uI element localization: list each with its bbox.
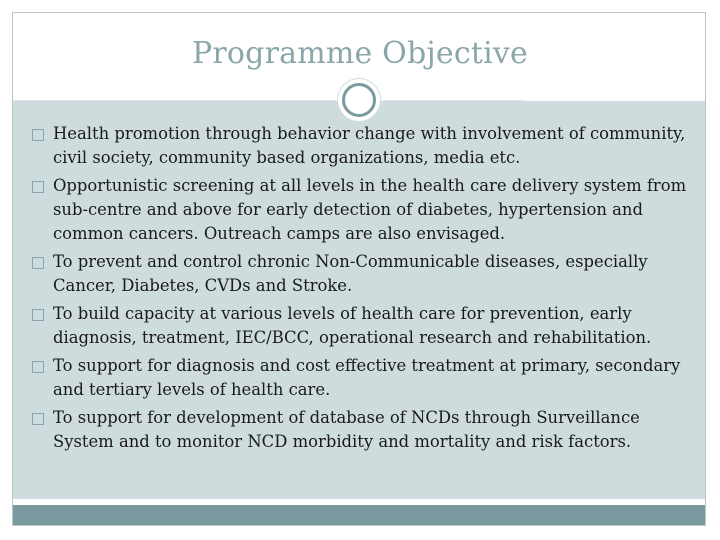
objective-item [32, 406, 692, 454]
objective-item [32, 354, 692, 402]
objective-item [32, 250, 692, 298]
square-bullet-icon [32, 361, 44, 373]
objective-text: To support for diagnosis and cost effective treatment at primary, secondary and tertiary levels of health care. [53, 356, 681, 399]
title-divider-left [13, 100, 336, 101]
objective-text: Opportunistic screening at all levels in the health care delivery system from sub-centre and above for early detection of diabetes, hypertension and common cancers. Outreach camps are also envisaged. [53, 176, 687, 243]
objective-text: Health promotion through behavior change with involvement of community, civil society, community based organizations, media etc. [53, 124, 686, 167]
objective-list [32, 122, 692, 458]
title-divider-right [383, 100, 525, 101]
objective-item [32, 174, 692, 246]
square-bullet-icon [32, 257, 44, 269]
square-bullet-icon [32, 413, 44, 425]
footer-bar [13, 505, 705, 525]
circle-ornament-icon [337, 78, 381, 122]
objective-text: To support for development of database of NCDs through Surveillance System and to monitor NCD morbidity and mortality and risk factors. [53, 408, 640, 451]
objective-text: To build capacity at various levels of health care for prevention, early diagnosis, treatment, IEC/BCC, operational research and rehabilitation. [53, 304, 652, 347]
objective-item [32, 122, 692, 170]
square-bullet-icon [32, 181, 44, 193]
objective-item [32, 302, 692, 350]
objective-text: To prevent and control chronic Non-Communicable diseases, especially Cancer, Diabetes, CVDs and Stroke. [53, 252, 648, 295]
circle-ring-icon [342, 83, 376, 117]
slide-title: Programme Objective [191, 36, 528, 71]
square-bullet-icon [32, 309, 44, 321]
square-bullet-icon [32, 129, 44, 141]
